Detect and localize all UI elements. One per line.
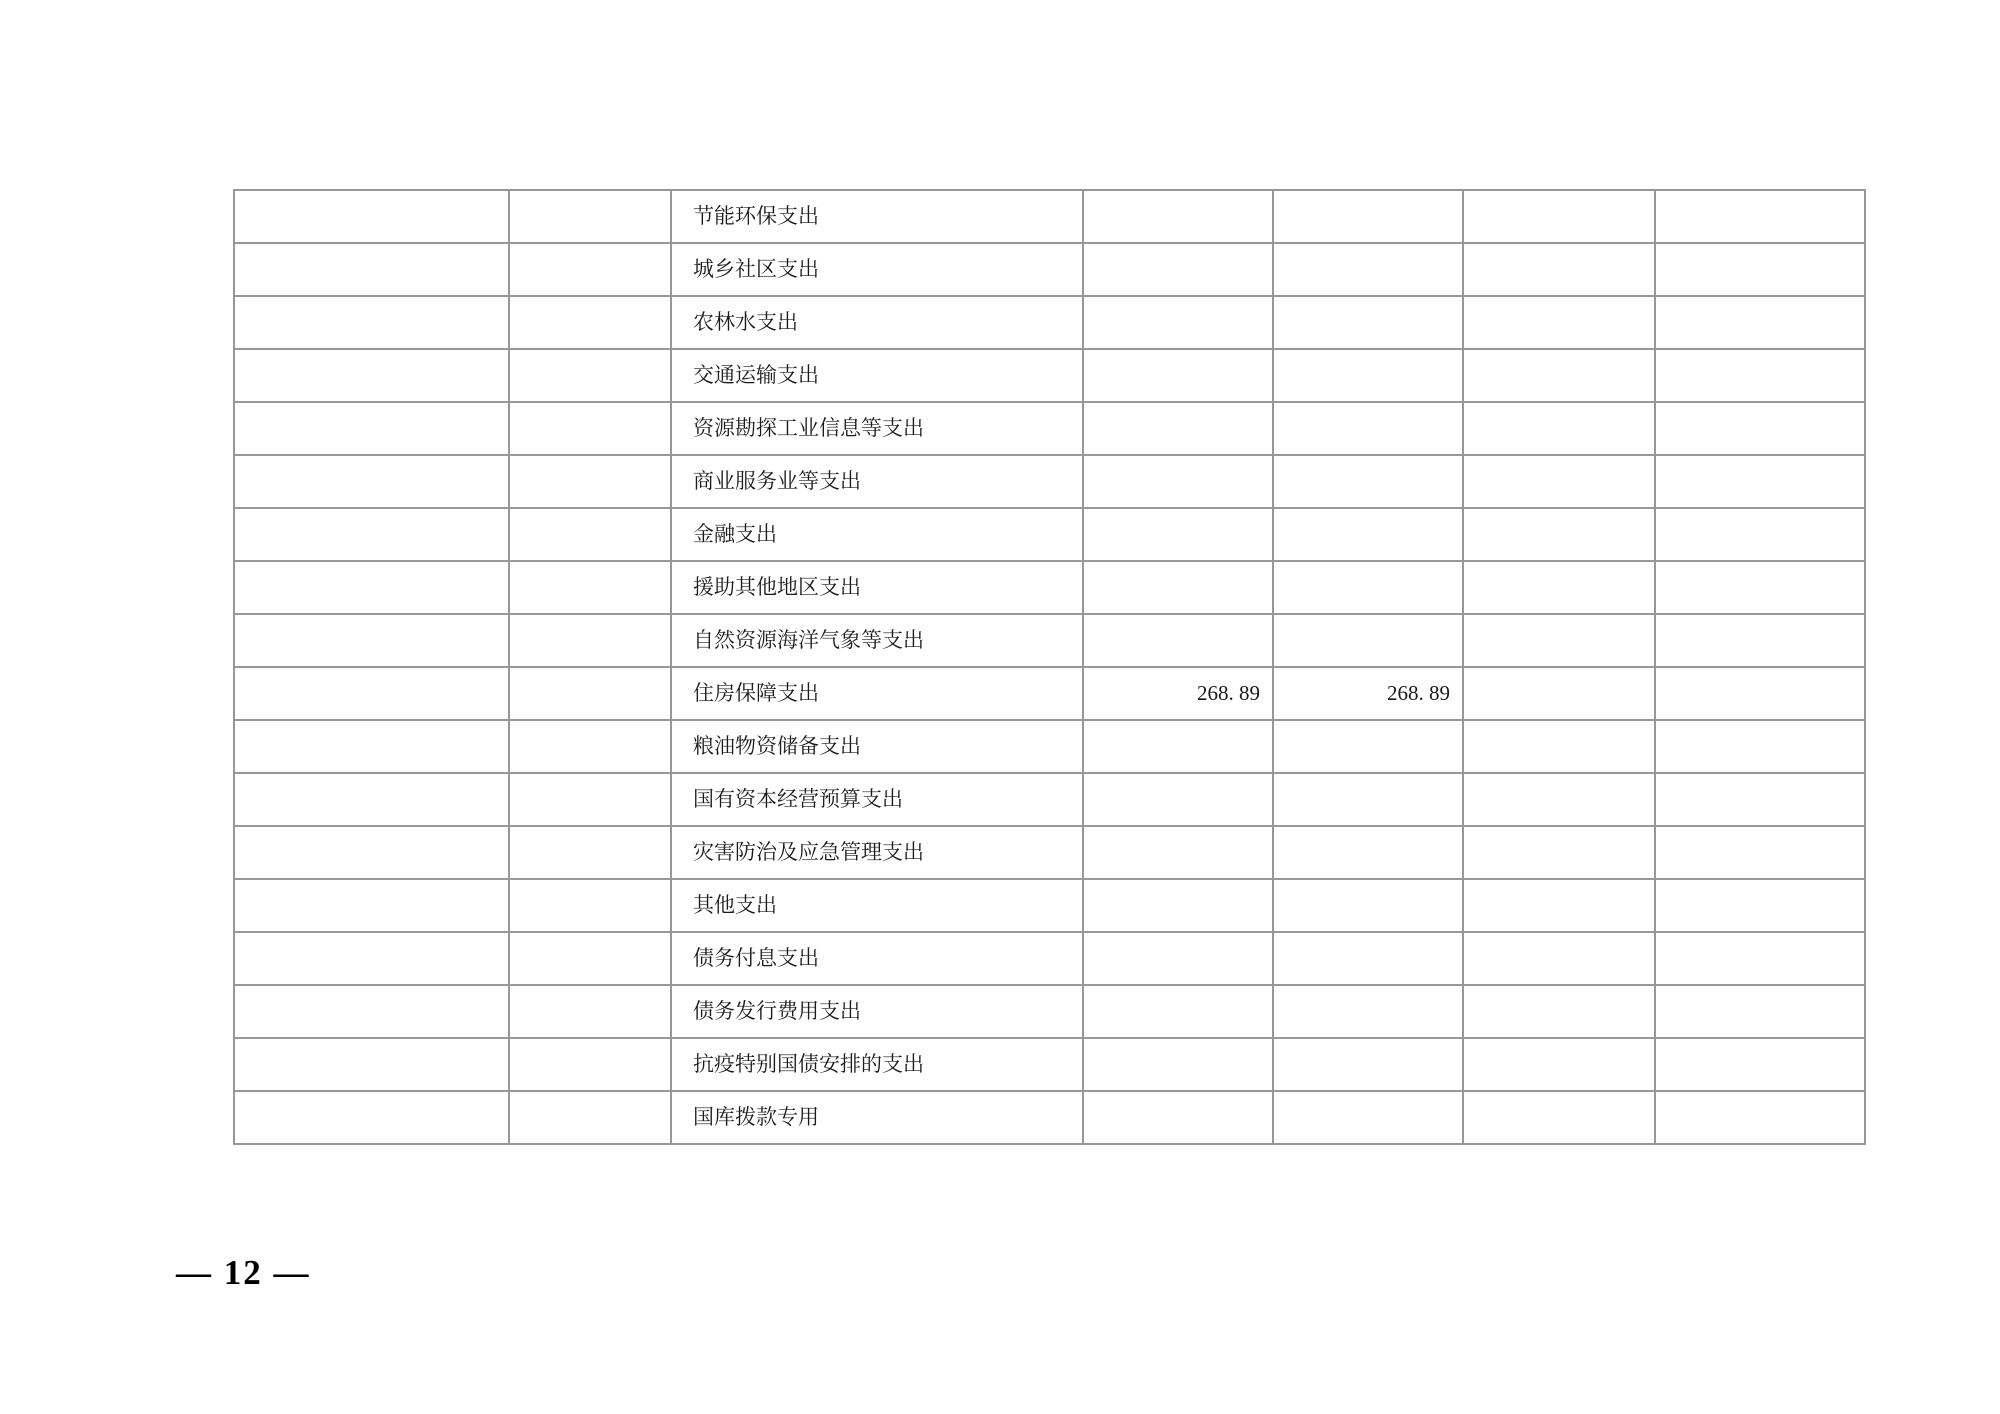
empty-cell (1083, 561, 1273, 614)
empty-cell (1083, 720, 1273, 773)
table-row (234, 879, 1865, 932)
empty-cell (1083, 349, 1273, 402)
empty-cell (1463, 720, 1655, 773)
empty-cell (1273, 1091, 1463, 1144)
table-row (234, 773, 1865, 826)
empty-cell (509, 1091, 671, 1144)
empty-cell (1083, 243, 1273, 296)
empty-cell (1273, 1038, 1463, 1091)
empty-cell (1655, 402, 1865, 455)
empty-cell (1083, 1091, 1273, 1144)
empty-cell (509, 773, 671, 826)
empty-cell (1463, 1038, 1655, 1091)
empty-cell (509, 455, 671, 508)
empty-cell (1655, 826, 1865, 879)
empty-cell (509, 826, 671, 879)
expense-category-cell: 粮油物资储备支出 (671, 720, 1083, 773)
empty-cell (1273, 614, 1463, 667)
empty-cell (1655, 985, 1865, 1038)
expense-category-cell: 商业服务业等支出 (671, 455, 1083, 508)
empty-cell (1083, 826, 1273, 879)
empty-cell (234, 826, 509, 879)
expense-category-cell: 农林水支出 (671, 296, 1083, 349)
empty-cell (234, 879, 509, 932)
empty-cell (1655, 508, 1865, 561)
empty-cell (234, 243, 509, 296)
empty-cell (1655, 455, 1865, 508)
empty-cell (1463, 349, 1655, 402)
empty-cell (1463, 508, 1655, 561)
empty-cell (1655, 720, 1865, 773)
table-row (234, 667, 1865, 720)
expense-category-cell: 城乡社区支出 (671, 243, 1083, 296)
empty-cell (1273, 190, 1463, 243)
empty-cell (1655, 1091, 1865, 1144)
empty-cell (1083, 455, 1273, 508)
empty-cell (1273, 455, 1463, 508)
table-row (234, 508, 1865, 561)
empty-cell (1273, 243, 1463, 296)
expense-category-cell: 自然资源海洋气象等支出 (671, 614, 1083, 667)
empty-cell (234, 667, 509, 720)
empty-cell (1463, 190, 1655, 243)
empty-cell (509, 879, 671, 932)
empty-cell (234, 508, 509, 561)
expense-category-cell: 援助其他地区支出 (671, 561, 1083, 614)
table-row (234, 349, 1865, 402)
expense-category-cell: 资源勘探工业信息等支出 (671, 402, 1083, 455)
table-row (234, 985, 1865, 1038)
empty-cell (234, 190, 509, 243)
empty-cell (234, 349, 509, 402)
budget-table-body (234, 190, 1865, 1144)
empty-cell (1655, 561, 1865, 614)
empty-cell (1463, 826, 1655, 879)
empty-cell (1083, 614, 1273, 667)
empty-cell (1273, 932, 1463, 985)
empty-cell (234, 296, 509, 349)
empty-cell (1655, 667, 1865, 720)
empty-cell (1083, 773, 1273, 826)
empty-cell (1083, 296, 1273, 349)
expense-category-cell: 抗疫特别国债安排的支出 (671, 1038, 1083, 1091)
empty-cell (509, 561, 671, 614)
table-row (234, 720, 1865, 773)
table-row (234, 190, 1865, 243)
empty-cell (234, 932, 509, 985)
empty-cell (1083, 508, 1273, 561)
empty-cell (234, 1038, 509, 1091)
empty-cell (1463, 455, 1655, 508)
empty-cell (234, 402, 509, 455)
empty-cell (1655, 190, 1865, 243)
table-row (234, 932, 1865, 985)
empty-cell (1655, 614, 1865, 667)
empty-cell (1273, 826, 1463, 879)
empty-cell (1463, 985, 1655, 1038)
expense-category-cell: 节能环保支出 (671, 190, 1083, 243)
empty-cell (509, 508, 671, 561)
table-row (234, 402, 1865, 455)
empty-cell (1083, 402, 1273, 455)
empty-cell (509, 243, 671, 296)
empty-cell (1273, 561, 1463, 614)
empty-cell (1273, 720, 1463, 773)
expense-category-cell: 住房保障支出 (671, 667, 1083, 720)
empty-cell (1273, 985, 1463, 1038)
empty-cell (1463, 402, 1655, 455)
empty-cell (234, 455, 509, 508)
empty-cell (234, 614, 509, 667)
empty-cell (1083, 1038, 1273, 1091)
expense-category-cell: 灾害防治及应急管理支出 (671, 826, 1083, 879)
page-number: — 12 — (176, 1253, 311, 1292)
empty-cell (1655, 349, 1865, 402)
table-row (234, 1038, 1865, 1091)
amount-cell: 268. 89 (1083, 667, 1273, 720)
empty-cell (1463, 614, 1655, 667)
empty-cell (509, 402, 671, 455)
budget-table (233, 189, 1866, 1145)
empty-cell (1655, 243, 1865, 296)
empty-cell (509, 349, 671, 402)
empty-cell (1273, 296, 1463, 349)
expense-category-cell: 交通运输支出 (671, 349, 1083, 402)
empty-cell (1463, 773, 1655, 826)
empty-cell (509, 296, 671, 349)
expense-category-cell: 国有资本经营预算支出 (671, 773, 1083, 826)
empty-cell (1273, 879, 1463, 932)
table-row (234, 243, 1865, 296)
empty-cell (1655, 1038, 1865, 1091)
expense-category-cell: 债务付息支出 (671, 932, 1083, 985)
empty-cell (1083, 932, 1273, 985)
empty-cell (509, 932, 671, 985)
empty-cell (1083, 985, 1273, 1038)
empty-cell (234, 773, 509, 826)
expense-category-cell: 金融支出 (671, 508, 1083, 561)
empty-cell (1655, 879, 1865, 932)
expense-category-cell: 国库拨款专用 (671, 1091, 1083, 1144)
expense-category-cell: 其他支出 (671, 879, 1083, 932)
empty-cell (1463, 932, 1655, 985)
table-row (234, 826, 1865, 879)
empty-cell (1463, 243, 1655, 296)
table-row (234, 296, 1865, 349)
empty-cell (1083, 190, 1273, 243)
expense-category-cell: 债务发行费用支出 (671, 985, 1083, 1038)
empty-cell (509, 190, 671, 243)
amount-cell: 268. 89 (1273, 667, 1463, 720)
empty-cell (509, 985, 671, 1038)
empty-cell (1273, 773, 1463, 826)
empty-cell (1463, 296, 1655, 349)
empty-cell (234, 1091, 509, 1144)
empty-cell (1273, 508, 1463, 561)
table-row (234, 561, 1865, 614)
empty-cell (509, 614, 671, 667)
empty-cell (234, 720, 509, 773)
empty-cell (509, 1038, 671, 1091)
empty-cell (1655, 296, 1865, 349)
table-row (234, 1091, 1865, 1144)
empty-cell (1655, 932, 1865, 985)
empty-cell (1273, 349, 1463, 402)
empty-cell (1655, 773, 1865, 826)
empty-cell (509, 667, 671, 720)
table-row (234, 455, 1865, 508)
empty-cell (509, 720, 671, 773)
empty-cell (1463, 667, 1655, 720)
empty-cell (1463, 561, 1655, 614)
empty-cell (1463, 1091, 1655, 1144)
table-row (234, 614, 1865, 667)
empty-cell (234, 985, 509, 1038)
empty-cell (1083, 879, 1273, 932)
empty-cell (1273, 402, 1463, 455)
empty-cell (234, 561, 509, 614)
empty-cell (1463, 879, 1655, 932)
